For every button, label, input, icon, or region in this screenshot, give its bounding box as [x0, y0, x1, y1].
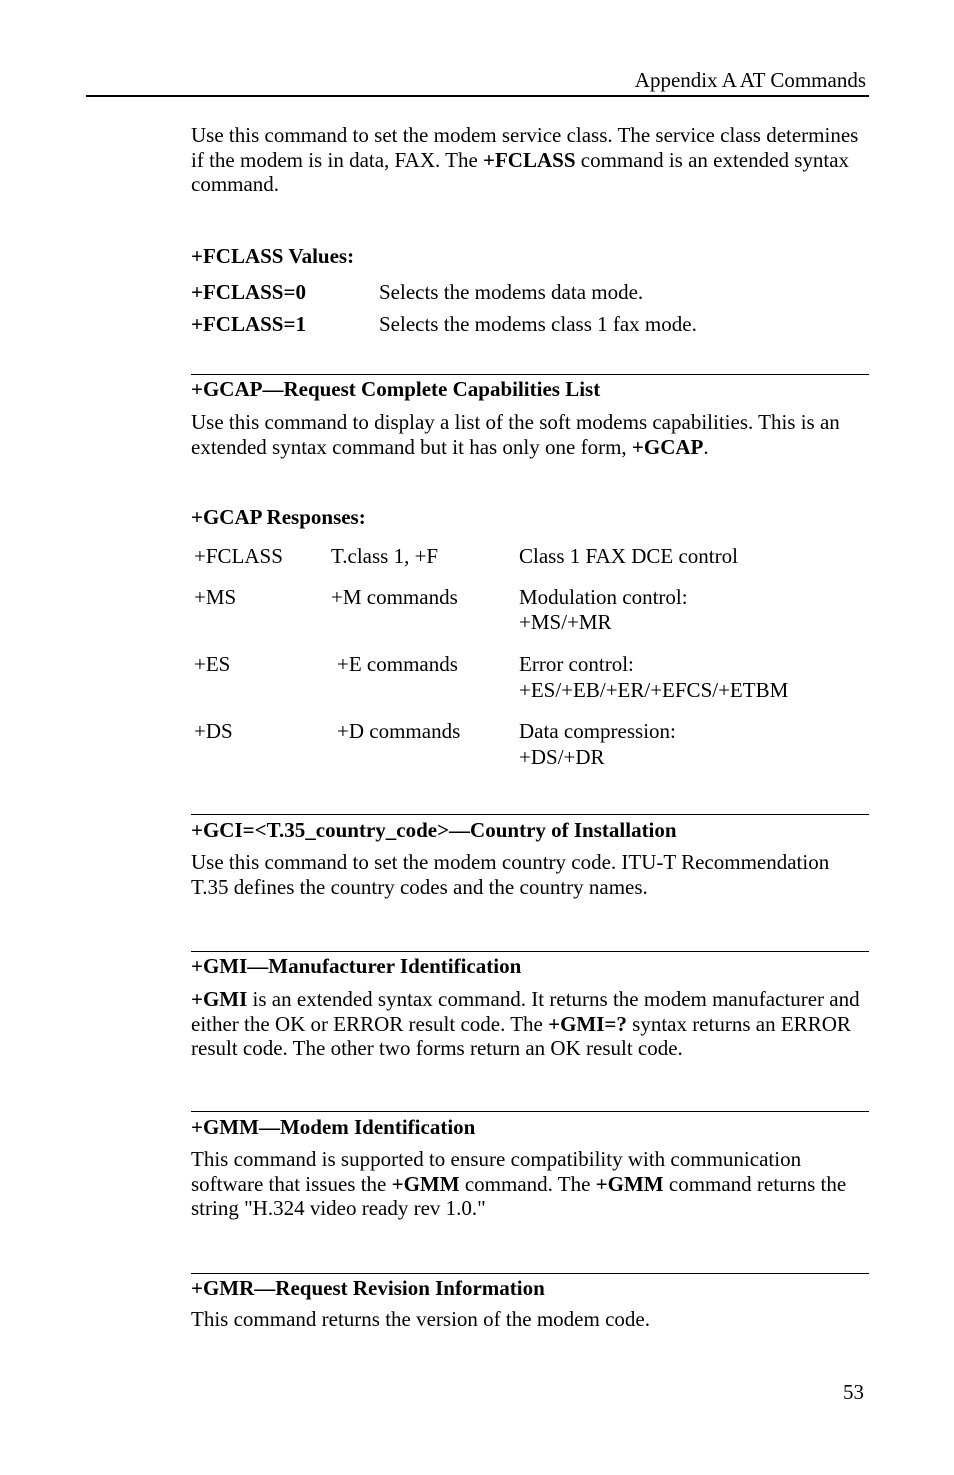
response-desc: Data compression:: [519, 719, 676, 743]
gmr-paragraph: This command returns the version of the modem code.: [191, 1307, 650, 1331]
fclass-value-desc: Selects the modems data mode.: [379, 280, 644, 304]
gmm-heading: +GMM—Modem Identification: [191, 1115, 476, 1139]
gmi-heading: +GMI—Manufacturer Identification: [191, 954, 522, 978]
intro-paragraph: Use this command to set the modem service class. The service class determines if the modem is in data, FAX. The +FCLASS command is an extended syntax command.: [191, 123, 859, 196]
gci-heading: +GCI=<T.35_country_code>—Country of Installation: [191, 818, 677, 842]
response-command: +M commands: [331, 585, 458, 609]
gmm-paragraph: This command is supported to ensure compatibility with communication software that issues the +GMM command. The +GMM command returns the string "H.324 video ready rev 1.0.": [191, 1147, 847, 1220]
response-code: +MS: [194, 585, 237, 609]
gmr-heading: +GMR—Request Revision Information: [191, 1276, 545, 1300]
page-number: 53: [843, 1380, 864, 1404]
fclass-value-desc: Selects the modems class 1 fax mode.: [379, 312, 697, 336]
header-rule: [86, 95, 869, 97]
gci-paragraph: Use this command to set the modem country code. ITU-T Recommendation T.35 defines the country codes and the country names.: [191, 850, 830, 899]
response-command: +E commands: [337, 652, 458, 676]
response-desc-detail: +DS/+DR: [519, 745, 605, 769]
response-command: T.class 1, +F: [331, 544, 439, 568]
running-header: Appendix A AT Commands: [634, 68, 866, 92]
section-rule: [191, 1273, 869, 1274]
gmi-paragraph: +GMI is an extended syntax command. It returns the modem manufacturer and either the OK or ERROR result code. The +GMI=? syntax returns an ERROR result code. The other two forms return an OK result code.: [191, 987, 860, 1060]
section-rule: [191, 374, 869, 375]
response-desc: Error control:: [519, 652, 634, 676]
response-desc: Modulation control:: [519, 585, 688, 609]
gcap-paragraph: Use this command to display a list of the soft modems capabilities. This is an extended syntax command but it has only one form, +GCAP.: [191, 410, 840, 459]
response-desc: Class 1 FAX DCE control: [519, 544, 738, 568]
section-rule: [191, 951, 869, 952]
response-code: +FCLASS: [194, 544, 283, 568]
fclass-values-title: +FCLASS Values:: [191, 244, 355, 268]
response-command: +D commands: [337, 719, 461, 743]
fclass-value-code: +FCLASS=1: [191, 312, 306, 336]
response-code: +ES: [194, 652, 231, 676]
response-desc-detail: +MS/+MR: [519, 610, 612, 634]
section-rule: [191, 1111, 869, 1112]
gcap-responses-title: +GCAP Responses:: [191, 505, 366, 529]
response-desc-detail: +ES/+EB/+ER/+EFCS/+ETBM: [519, 678, 789, 702]
fclass-value-code: +FCLASS=0: [191, 280, 306, 304]
gcap-heading: +GCAP—Request Complete Capabilities List: [191, 377, 601, 401]
section-rule: [191, 814, 869, 815]
response-code: +DS: [194, 719, 233, 743]
